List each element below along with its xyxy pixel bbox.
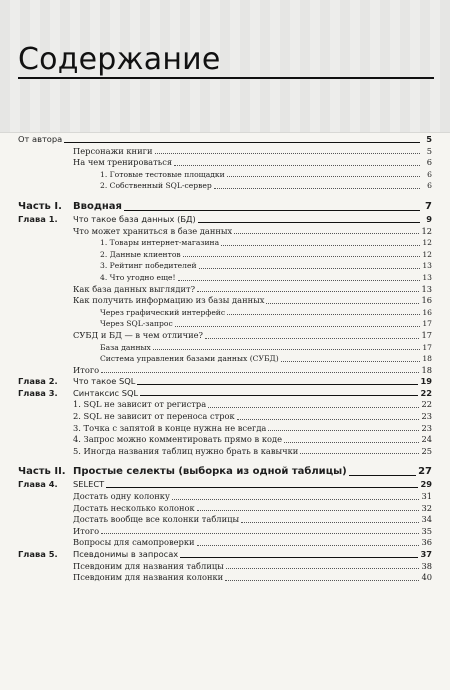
toc-entry-prefix: Часть I. [18, 200, 62, 212]
page-title: Содержание [18, 42, 221, 77]
toc-entry-label: Вопросы для самопроверки [73, 537, 195, 548]
toc-entry-page-number: 16 [422, 307, 432, 317]
toc-entry-prefix: Глава 4. [18, 479, 58, 490]
toc-entry-title: От автора [18, 134, 63, 144]
toc-entry-label: 2. Собственный SQL-сервер [100, 181, 212, 191]
toc-entry [18, 465, 432, 479]
table-of-contents [18, 134, 432, 584]
toc-entry [18, 214, 432, 226]
dot-leader [227, 313, 420, 315]
dot-leader [266, 302, 419, 304]
toc-entry [18, 537, 432, 549]
toc-entry-label: Система управления базами данных (СУБД) [100, 354, 279, 364]
toc-entry-label: Через SQL-запрос [100, 319, 173, 329]
toc-entry-page-number: 18 [422, 354, 432, 364]
dot-leader [199, 267, 420, 269]
toc-entry [18, 423, 432, 435]
toc-entry-prefix: Часть II. [18, 466, 66, 478]
toc-entry [18, 342, 432, 354]
toc-entry [18, 260, 432, 272]
toc-entry-page-number: 37 [420, 549, 432, 559]
toc-entry-prefix: Глава 2. [18, 376, 58, 387]
toc-entry [18, 169, 432, 181]
toc-entry-page-number: 24 [421, 434, 432, 445]
toc-entry-label: 4. Запрос можно комментировать прямо в коде [73, 434, 283, 445]
toc-entry [18, 411, 432, 423]
dot-leader [180, 556, 418, 558]
toc-entry [18, 307, 432, 319]
toc-entry-page-number: 17 [422, 342, 432, 352]
toc-entry-page-number: 34 [421, 514, 432, 525]
toc-entry-page-number: 36 [421, 537, 432, 548]
toc-entry-label: Через графический интерфейс [100, 307, 226, 317]
dot-leader [284, 441, 419, 443]
toc-entry-page-number: 5 [426, 145, 432, 156]
toc-entry-title: Псевдонимы в запросах [73, 549, 179, 559]
dot-leader [197, 544, 420, 546]
dot-leader [226, 567, 420, 569]
toc-entry-page-number: 9 [426, 213, 432, 224]
toc-entry-label: Персонажи книги [73, 145, 153, 156]
dot-leader [208, 406, 419, 408]
toc-entry [18, 318, 432, 330]
toc-entry [18, 226, 432, 238]
toc-entry-label [18, 549, 178, 561]
dot-leader [153, 348, 420, 350]
toc-entry-label: 2. Данные клиентов [100, 249, 181, 259]
dot-leader [197, 509, 420, 511]
toc-entry-label [18, 388, 138, 400]
toc-entry-label: 4. Что угодно еще! [100, 272, 176, 282]
toc-entry [18, 376, 432, 388]
toc-entry-label [18, 214, 196, 226]
toc-entry-label: Псевдоним для названия колонки [73, 572, 224, 583]
toc-entry [18, 446, 432, 458]
toc-entry-title: Вводная [73, 200, 122, 212]
dot-leader [64, 141, 420, 143]
toc-entry-label [18, 465, 347, 479]
toc-entry-label: 1. Товары интернет-магазина [100, 238, 220, 248]
toc-entry-page-number: 13 [422, 272, 432, 282]
toc-entry-label: Достать несколько колонок [73, 502, 195, 513]
dot-leader [237, 418, 420, 420]
toc-entry-page-number: 17 [422, 319, 432, 329]
toc-entry [18, 237, 432, 249]
toc-entry [18, 249, 432, 261]
dot-leader [174, 164, 420, 166]
toc-entry [18, 146, 432, 158]
dot-leader [198, 221, 420, 223]
toc-entry-title: Что такое база данных (БД) [73, 213, 196, 224]
toc-entry-title: SELECT [73, 479, 105, 490]
toc-entry-page-number: 22 [420, 387, 432, 398]
toc-entry-prefix: Глава 1. [18, 213, 58, 224]
toc-entry [18, 284, 432, 296]
toc-entry-label: 2. SQL не зависит от переноса строк [73, 411, 235, 422]
toc-entry-label: Достать одну колонку [73, 491, 170, 502]
toc-entry-page-number: 31 [421, 491, 432, 502]
toc-entry-page-number: 32 [421, 502, 432, 513]
toc-entry-label: Как база данных выглядит? [73, 283, 196, 294]
toc-entry-label: Псевдоним для названия таблицы [73, 560, 224, 571]
dot-leader [349, 474, 416, 476]
toc-entry-page-number: 27 [418, 466, 432, 478]
toc-entry [18, 491, 432, 503]
toc-entry-label: База данных [100, 342, 151, 352]
toc-entry [18, 330, 432, 342]
dot-leader [101, 532, 419, 534]
toc-entry-label [18, 376, 135, 388]
toc-entry-title: Синтаксис SQL [73, 387, 139, 398]
toc-entry-label [18, 134, 62, 146]
toc-entry-label [18, 200, 122, 214]
toc-entry-prefix: Глава 3. [18, 387, 58, 398]
toc-entry-page-number: 12 [421, 225, 432, 236]
toc-entry [18, 365, 432, 377]
toc-entry-label: СУБД и БД — в чем отличие? [73, 329, 203, 340]
dot-leader [225, 579, 419, 581]
toc-entry-label: 5. Иногда названия таблиц нужно брать в кавычки [73, 445, 299, 456]
toc-entry-title: Простые селекты (выборка из одной таблицы) [73, 466, 347, 478]
toc-entry-page-number: 6 [427, 169, 432, 179]
toc-entry [18, 353, 432, 365]
toc-entry-page-number: 12 [422, 249, 432, 259]
toc-entry [18, 272, 432, 284]
toc-entry-page-number: 16 [421, 295, 432, 306]
toc-entry-page-number: 12 [422, 238, 432, 248]
title-underline [18, 77, 434, 79]
dot-leader [300, 452, 419, 454]
dot-leader [234, 232, 419, 234]
dot-leader [124, 209, 420, 211]
toc-entry [18, 295, 432, 307]
toc-entry [18, 572, 432, 584]
toc-entry-label: Итого [73, 364, 100, 375]
toc-entry-page-number: 23 [421, 411, 432, 422]
toc-entry-page-number: 6 [427, 181, 432, 191]
toc-entry-label: Достать вообще все колонки таблицы [73, 514, 240, 525]
toc-entry [18, 134, 432, 146]
dot-leader [155, 152, 421, 154]
toc-entry-label: 1. Готовые тестовые площадки [100, 169, 225, 179]
dot-leader [214, 187, 420, 189]
toc-entry-page-number: 13 [422, 261, 432, 271]
dot-leader [183, 255, 420, 257]
toc-entry [18, 399, 432, 411]
dot-leader [227, 175, 420, 177]
dot-leader [140, 394, 418, 396]
dot-leader [178, 279, 420, 281]
dot-leader [175, 325, 420, 327]
dot-leader [241, 521, 419, 523]
toc-entry-prefix: Глава 5. [18, 549, 58, 559]
toc-entry [18, 526, 432, 538]
toc-entry-label: 3. Рейтинг победителей [100, 261, 197, 271]
toc-entry [18, 157, 432, 169]
dot-leader [205, 337, 419, 339]
dot-leader [221, 244, 420, 246]
toc-entry-page-number: 38 [421, 560, 432, 571]
toc-entry-page-number: 19 [420, 376, 432, 387]
dot-leader [101, 371, 419, 373]
toc-entry-label: Итого [73, 525, 100, 536]
toc-entry [18, 514, 432, 526]
toc-entry-page-number: 22 [421, 399, 432, 410]
toc-entry-page-number: 29 [420, 479, 432, 490]
toc-entry-title: Что такое SQL [73, 376, 136, 387]
dot-leader [137, 383, 418, 385]
toc-entry-label: 3. Точка с запятой в конце нужна не всегда [73, 422, 267, 433]
toc-entry-label: На чем тренироваться [73, 157, 173, 168]
toc-entry-label [18, 479, 104, 491]
toc-entry [18, 180, 432, 192]
toc-entry [18, 434, 432, 446]
toc-entry [18, 388, 432, 400]
toc-entry [18, 479, 432, 491]
toc-entry-page-number: 6 [426, 157, 432, 168]
dot-leader [172, 498, 420, 500]
toc-entry-page-number: 5 [426, 134, 432, 144]
toc-entry-page-number: 17 [421, 329, 432, 340]
toc-entry [18, 503, 432, 515]
toc-entry-page-number: 18 [421, 364, 432, 375]
dot-leader [106, 486, 418, 488]
toc-entry-label: Что может храниться в базе данных [73, 225, 233, 236]
toc-entry-label: 1. SQL не зависит от регистра [73, 399, 207, 410]
toc-entry [18, 561, 432, 573]
toc-entry-page-number: 40 [421, 572, 432, 583]
toc-entry-page-number: 35 [421, 525, 432, 536]
dot-leader [268, 429, 419, 431]
dot-leader [197, 290, 419, 292]
toc-entry-page-number: 23 [421, 422, 432, 433]
toc-entry-page-number: 7 [425, 200, 432, 212]
toc-entry-page-number: 13 [421, 283, 432, 294]
dot-leader [281, 360, 420, 362]
toc-entry-page-number: 25 [421, 445, 432, 456]
toc-entry [18, 200, 432, 214]
toc-entry [18, 549, 432, 561]
toc-entry-label: Как получить информацию из базы данных [73, 295, 265, 306]
